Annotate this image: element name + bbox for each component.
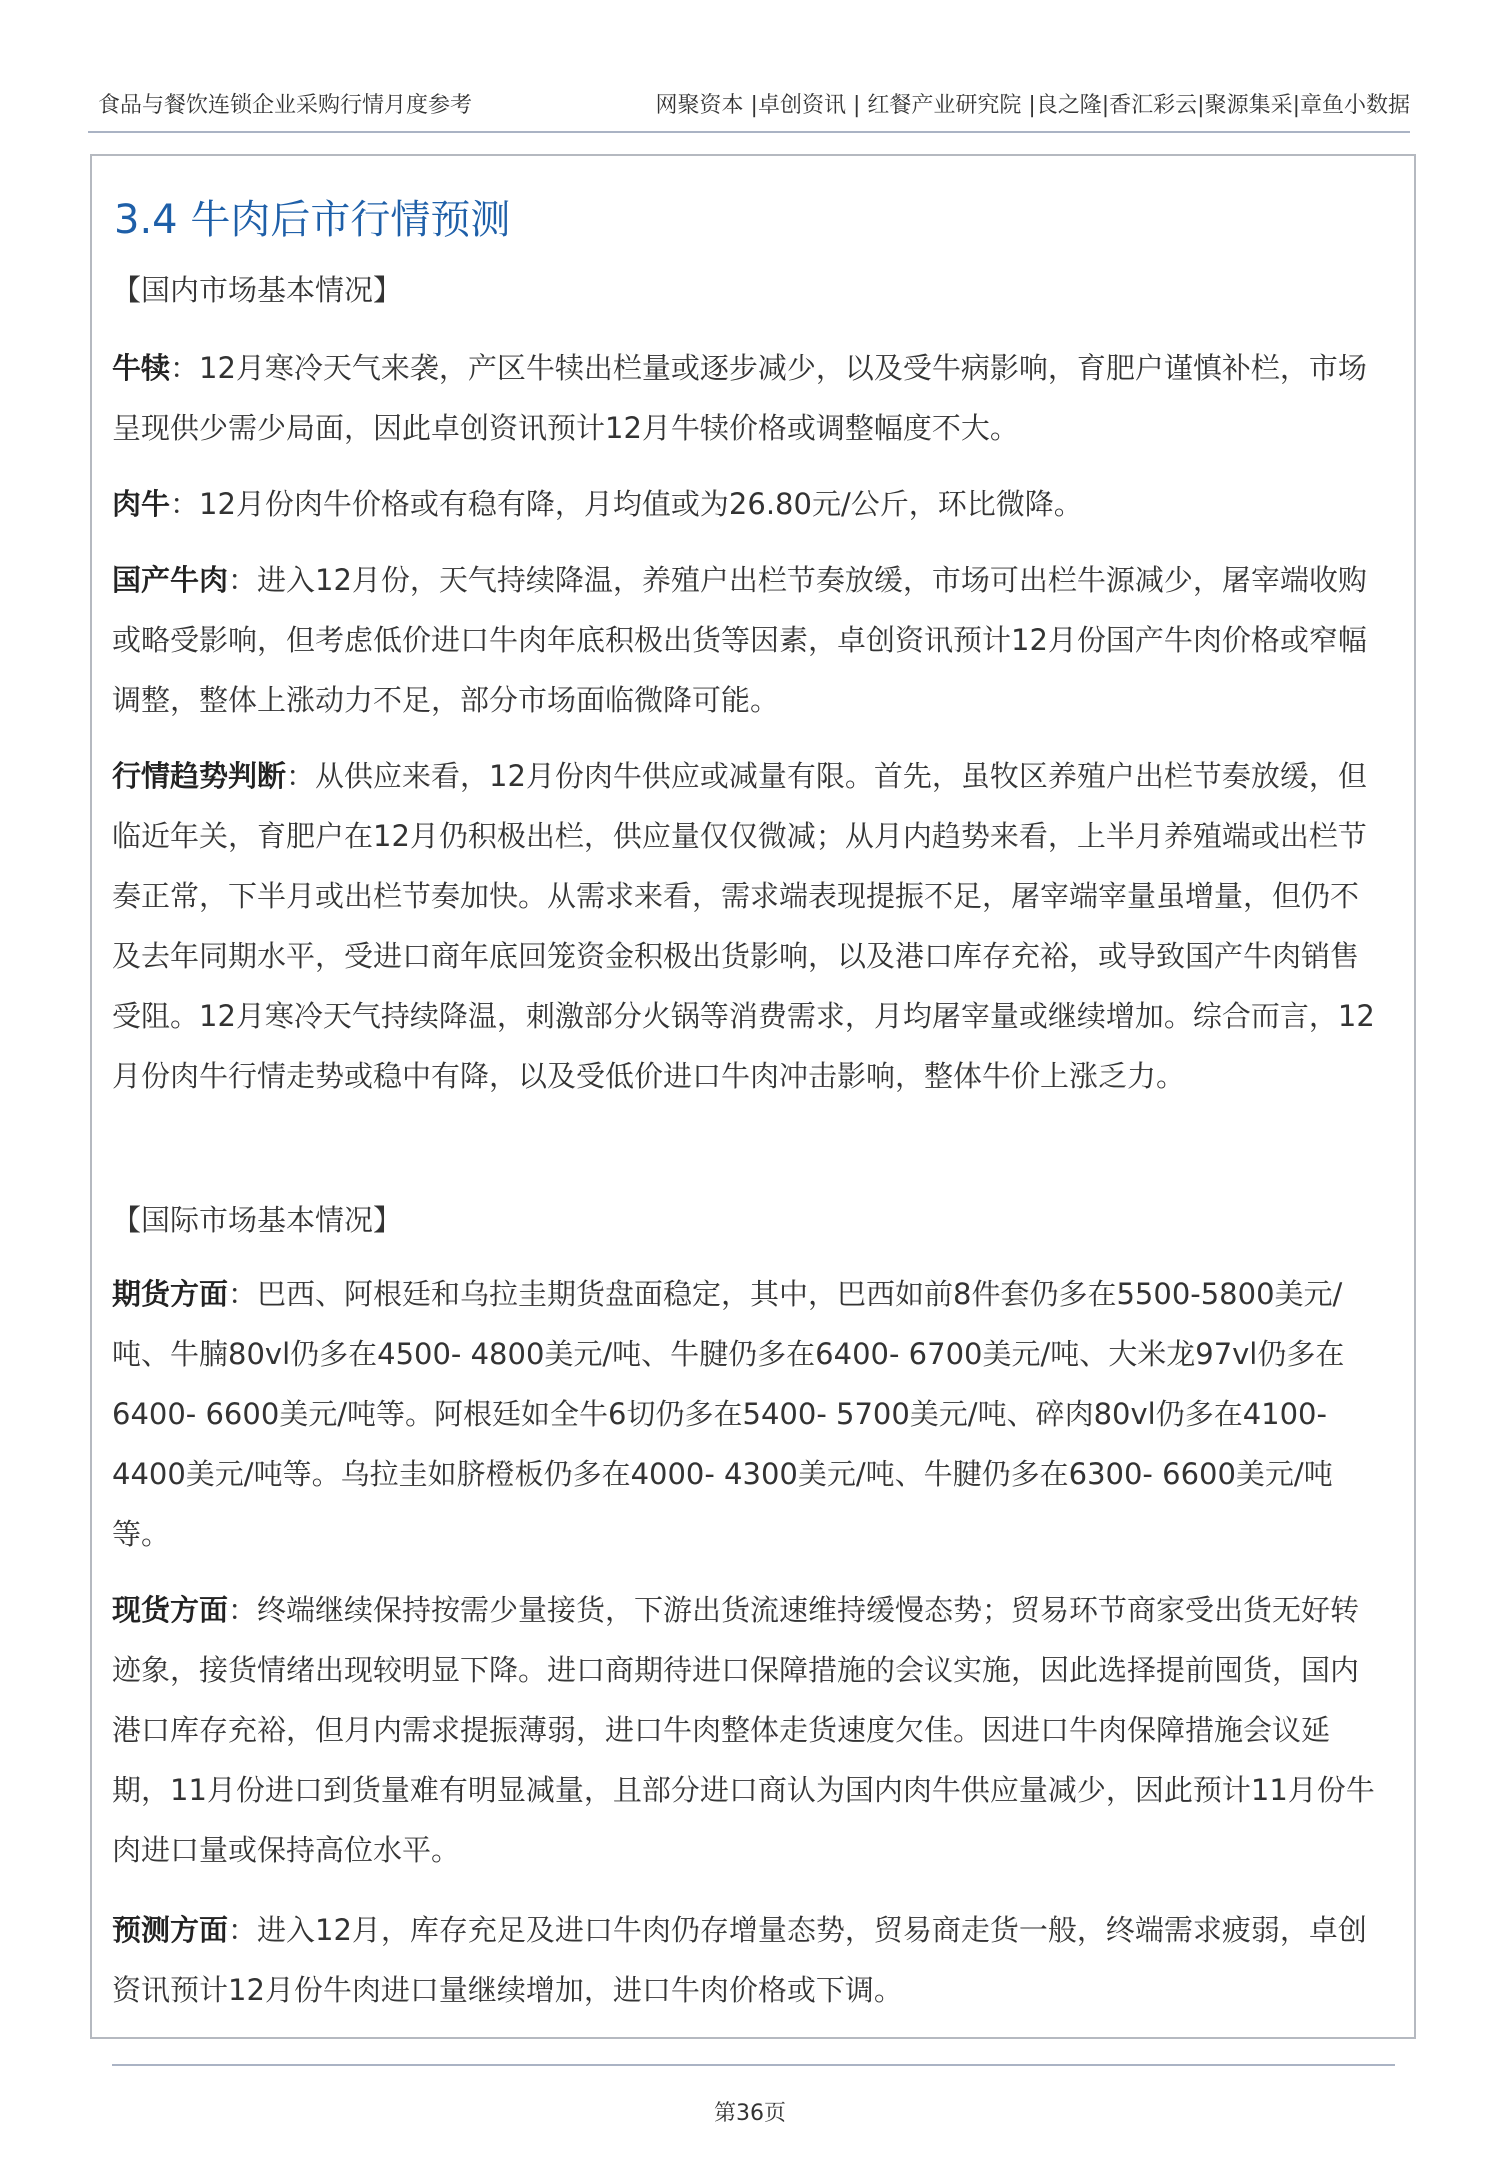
trend-text: ：从供应来看，12月份肉牛供应或减量有限。首先，虽牧区养殖户出栏节奏放缓，但临近年关，育肥户在12月仍积极出栏，供应量仅仅微减；从月内趋势来看，上半月养殖端或出栏节奏正常，下半月或出栏节奏加快。从需求来看，需求端表现提振不足，屠宰端宰量虽增量，但仍不及去年同期水平，受进口商年底回笼资金积极出货影响，以及港口库存充裕，或导致国产牛肉销售受阻。12月寒冷天气持续降温，刺激部分火锅等消费需求，月均屠宰量或继续增加。综合而言，12月份肉牛行情走势或稳中有降，以及受低价进口牛肉冲击影响，整体牛价上涨乏力。 bbox=[112, 759, 1375, 1093]
header-sources: 网聚资本 |卓创资讯 | 红餐产业研究院 |良之隆|香汇彩云|聚源集采|章鱼小数据 bbox=[655, 93, 1410, 118]
trend-paragraph bbox=[112, 746, 1377, 1106]
trend-label: 行情趋势判断 bbox=[112, 759, 287, 793]
forecast-label: 预测方面 bbox=[112, 1913, 229, 1947]
calf-label: 牛犊 bbox=[112, 351, 171, 385]
domestic-beef-label: 国产牛肉 bbox=[112, 563, 229, 597]
header-report-title: 食品与餐饮连锁企业采购行情月度参考 bbox=[98, 93, 473, 118]
international-heading: 【国际市场基本情况】 bbox=[112, 1203, 403, 1237]
futures-label: 期货方面 bbox=[112, 1277, 229, 1311]
domestic-beef-text: ：进入12月份，天气持续降温，养殖户出栏节奏放缓，市场可出栏牛源减少，屠宰端收购或略受影响，但考虑低价进口牛肉年底积极出货等因素，卓创资讯预计12月份国产牛肉价格或窄幅调整，整体上涨动力不足，部分市场面临微降可能。 bbox=[112, 563, 1367, 717]
section-title: 3.4 牛肉后市行情预测 bbox=[114, 197, 511, 243]
page-number: 第36页 bbox=[714, 2101, 786, 2126]
spot-paragraph bbox=[112, 1580, 1377, 1880]
header-divider bbox=[88, 131, 1410, 133]
cattle-label: 肉牛 bbox=[112, 487, 171, 521]
spot-text: ：终端继续保持按需少量接货，下游出货流速维持缓慢态势；贸易环节商家受出货无好转迹象，接货情绪出现较明显下降。进口商期待进口保障措施的会议实施，因此选择提前囤货，国内港口库存充裕，但月内需求提振薄弱，进口牛肉整体走货速度欠佳。因进口牛肉保障措施会议延期，11月份进口到货量难有明显减量，且部分进口商认为国内肉牛供应量减少，因此预计11月份牛肉进口量或保持高位水平。 bbox=[112, 1593, 1375, 1867]
domestic-beef-paragraph bbox=[112, 550, 1377, 730]
calf-text: ：12月寒冷天气来袭，产区牛犊出栏量或逐步减少，以及受牛病影响，育肥户谨慎补栏，市场呈现供少需少局面，因此卓创资讯预计12月牛犊价格或调整幅度不大。 bbox=[112, 351, 1367, 445]
cattle-paragraph bbox=[112, 474, 1377, 534]
calf-paragraph bbox=[112, 338, 1377, 458]
futures-paragraph bbox=[112, 1264, 1377, 1564]
cattle-text: ：12月份肉牛价格或有稳有降，月均值或为26.80元/公斤，环比微降。 bbox=[170, 487, 1083, 521]
page-header bbox=[98, 82, 1410, 126]
spot-label: 现货方面 bbox=[112, 1593, 229, 1627]
futures-text: ：巴西、阿根廷和乌拉圭期货盘面稳定，其中，巴西如前8件套仍多在5500-5800美元/吨、牛腩80vl仍多在4500- 4800美元/吨、牛腱仍多在6400- 6700美元/吨、大米龙97vl仍多在6400- 6600美元/吨等。阿根廷如全牛6切仍多在5400- 5700美元/吨、碎肉80vl仍多在4100- 4400美元/吨等。乌拉圭如脐橙板仍多在4000- 4300美元/吨、牛腱仍多在6300- 6600美元/吨等。 bbox=[112, 1277, 1345, 1551]
forecast-paragraph bbox=[112, 1900, 1377, 2020]
forecast-text: ：进入12月，库存充足及进口牛肉仍存增量态势，贸易商走货一般，终端需求疲弱，卓创资讯预计12月份牛肉进口量继续增加，进口牛肉价格或下调。 bbox=[112, 1913, 1367, 2007]
footer-divider bbox=[112, 2064, 1395, 2066]
domestic-heading: 【国内市场基本情况】 bbox=[112, 273, 403, 307]
